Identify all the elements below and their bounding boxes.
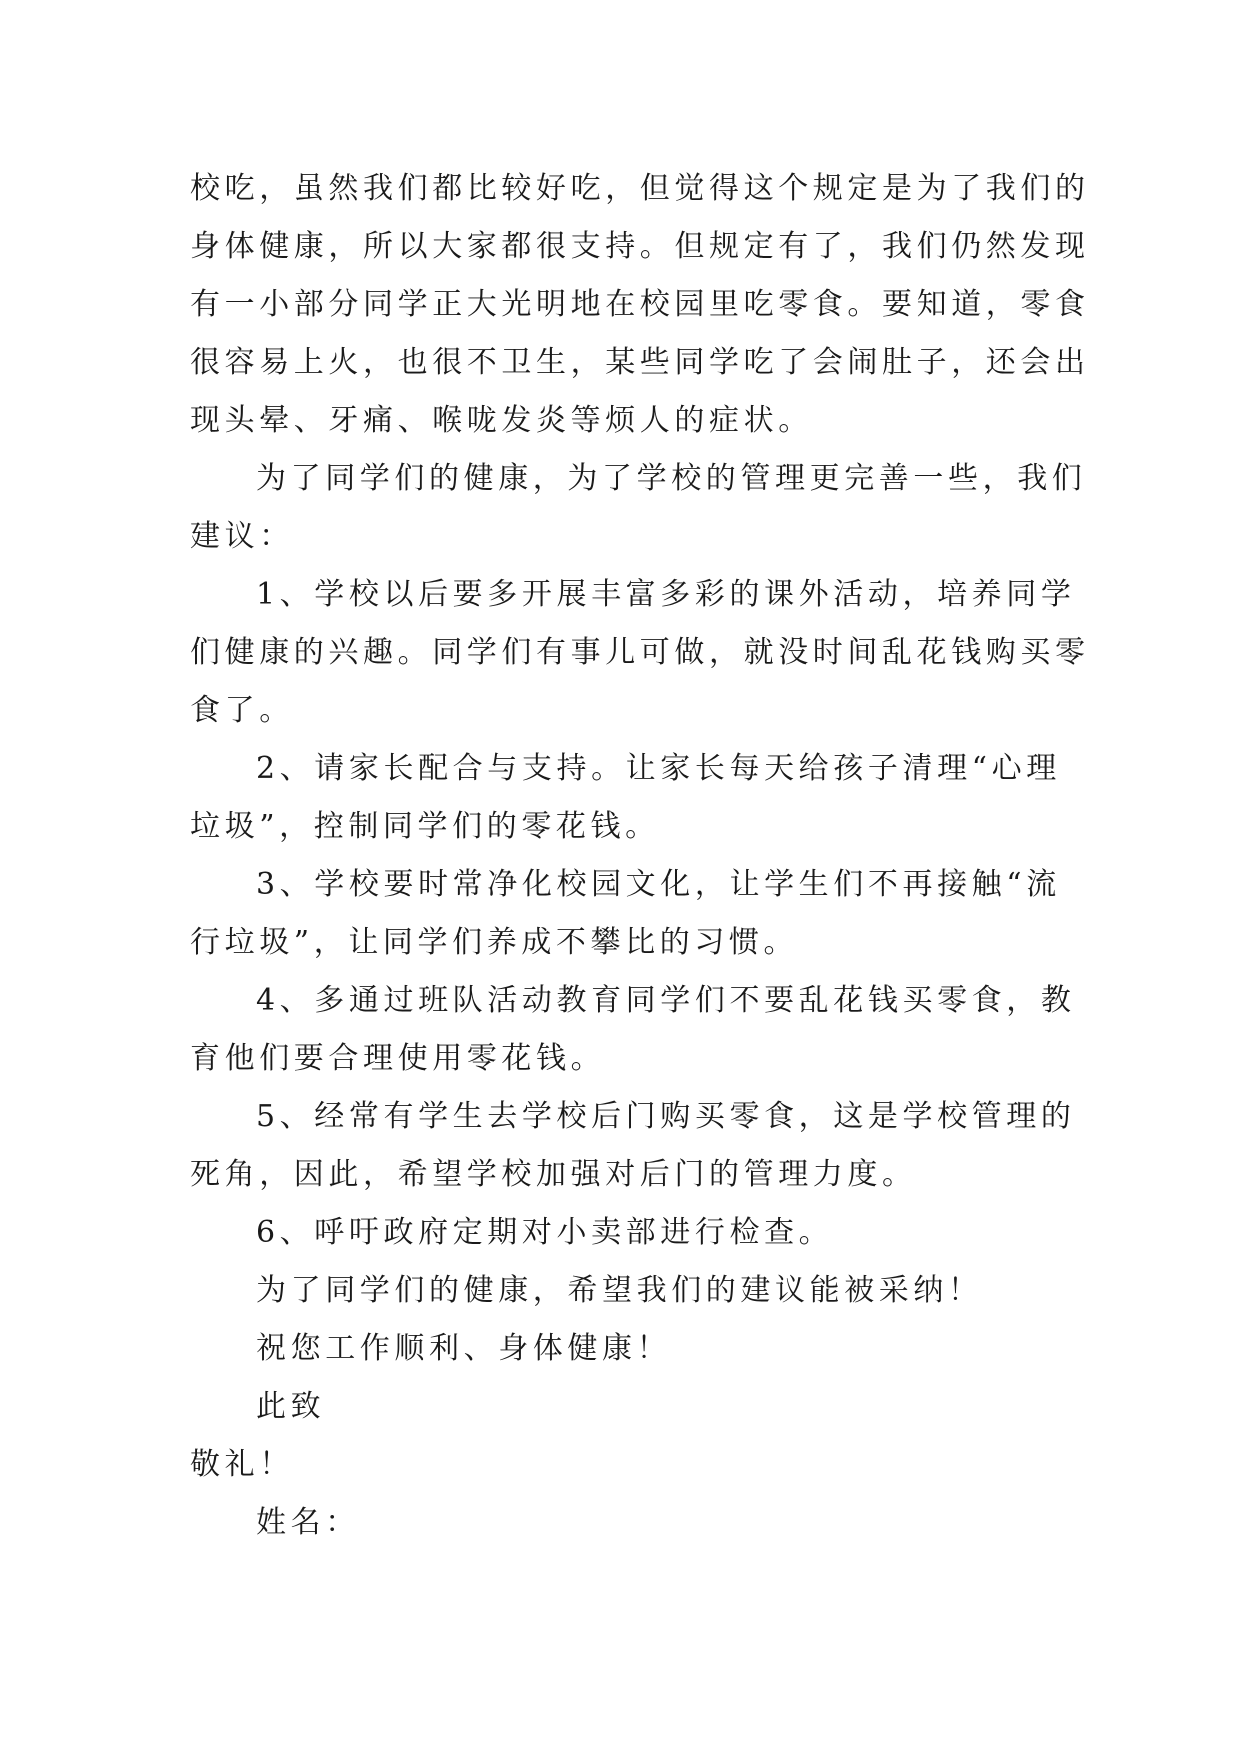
- text-line: 现头晕、牙痛、喉咙发炎等烦人的症状。: [190, 403, 813, 438]
- text-line: 育他们要合理使用零花钱。: [190, 1041, 606, 1076]
- salutation-jingli: 敬礼！: [190, 1447, 294, 1482]
- text-line: 很容易上火，也很不卫生，某些同学吃了会闹肚子，还会出: [190, 345, 1090, 380]
- suggestion-2: 2、请家长配合与支持。让家长每天给孩子清理“心理: [256, 751, 1061, 786]
- suggestion-4: 4、多通过班队活动教育同学们不要乱花钱买零食，教: [256, 983, 1076, 1018]
- signature-name-label: 姓名：: [256, 1505, 360, 1540]
- text-line: 食了。: [190, 693, 294, 728]
- text-line: 建议：: [190, 519, 294, 554]
- closing-wish: 祝您工作顺利、身体健康！: [256, 1331, 672, 1366]
- suggestion-5: 5、经常有学生去学校后门购买零食，这是学校管理的: [256, 1099, 1076, 1134]
- text-line: 死角，因此，希望学校加强对后门的管理力度。: [190, 1157, 917, 1192]
- text-line: 校吃，虽然我们都比较好吃，但觉得这个规定是为了我们的: [190, 171, 1090, 206]
- salutation-cizhi: 此致: [256, 1389, 326, 1424]
- text-line: 有一小部分同学正大光明地在校园里吃零食。要知道，零食: [190, 287, 1090, 322]
- closing-hope: 为了同学们的健康，希望我们的建议能被采纳！: [256, 1273, 983, 1308]
- suggestion-1: 1、学校以后要多开展丰富多彩的课外活动，培养同学: [256, 577, 1076, 612]
- text-line: 行垃圾”，让同学们养成不攀比的习惯。: [190, 925, 799, 960]
- text-line: 垃圾”，控制同学们的零花钱。: [190, 809, 660, 844]
- suggestion-3: 3、学校要时常净化校园文化，让学生们不再接触“流: [256, 867, 1061, 902]
- paragraph-start: 为了同学们的健康，为了学校的管理更完善一些，我们: [256, 461, 1087, 496]
- text-line: 身体健康，所以大家都很支持。但规定有了，我们仍然发现: [190, 229, 1090, 264]
- letter-body: [190, 160, 1090, 1552]
- suggestion-6: 6、呼吁政府定期对小卖部进行检查。: [256, 1215, 834, 1250]
- text-line: 们健康的兴趣。同学们有事儿可做，就没时间乱花钱购买零: [190, 635, 1090, 670]
